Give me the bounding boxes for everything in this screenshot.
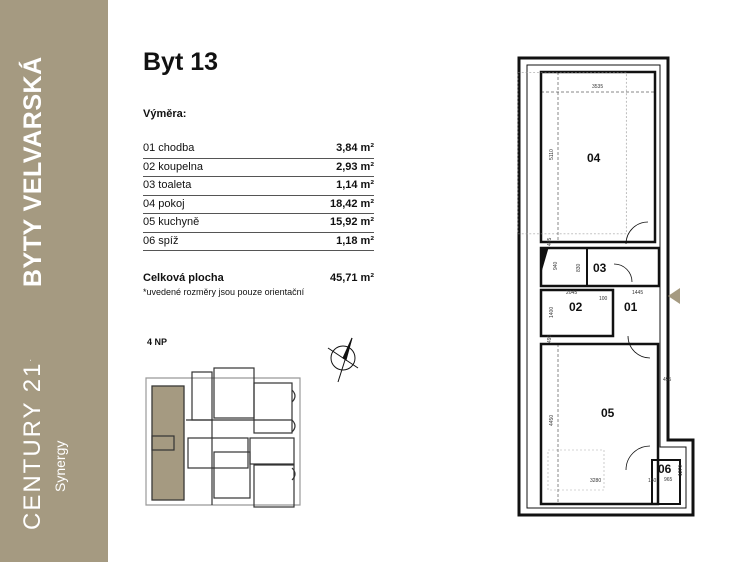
brand-subtitle: Synergy	[52, 440, 68, 492]
brand-mark: .	[23, 356, 33, 362]
room-area: 15,92 m²	[329, 216, 374, 228]
brand-name: CENTURY 21	[19, 361, 46, 530]
room-id-03: 03	[593, 261, 607, 275]
dimension-label: 495	[663, 377, 672, 383]
room-id-01: 01	[624, 300, 638, 314]
dimension-label: 940	[553, 261, 559, 270]
dimension-label: 495	[547, 334, 553, 343]
page-title: Byt 13	[143, 48, 219, 76]
room-id-02: 02	[569, 300, 583, 314]
room-id-05: 05	[601, 406, 615, 420]
dimension-label: 1400	[549, 306, 555, 318]
dimension-label: 445	[547, 237, 553, 246]
room-area: 1,18 m²	[336, 234, 374, 247]
dimension-label: 5110	[549, 149, 555, 160]
room-label: 05 kuchyně	[143, 216, 200, 228]
room-label: 06 spíž	[143, 234, 179, 247]
room-label: 03 toaleta	[143, 179, 192, 191]
room-area: 3,84 m²	[336, 142, 374, 154]
room-area: 1,14 m²	[336, 179, 374, 191]
total-value: 45,71 m²	[329, 272, 374, 284]
dimension-label: 3280	[590, 478, 602, 484]
area-heading: Výměra:	[143, 108, 187, 120]
room-area: 18,42 m²	[329, 197, 374, 210]
dimension-label: 100	[599, 296, 608, 302]
dimension-label: 1270	[678, 464, 684, 476]
room-label: 01 chodba	[143, 142, 195, 154]
dimension-label: 830	[576, 263, 582, 272]
dimension-label: 2045	[566, 290, 578, 296]
room-area: 2,93 m²	[336, 160, 374, 173]
building-key-plan	[146, 368, 300, 507]
dimension-label: 1445	[632, 290, 644, 296]
room-id-04: 04	[587, 151, 601, 165]
dimension-label: 150	[648, 478, 657, 484]
floor-label: 4 NP	[147, 337, 168, 347]
dimensions-note: *uvedené rozměry jsou pouze orientační	[143, 287, 305, 297]
unit-floor-plan	[518, 58, 693, 515]
dimension-label: 4450	[549, 414, 555, 426]
room-label: 04 pokoj	[143, 197, 185, 210]
dimension-label: 3535	[592, 84, 604, 90]
total-label: Celková plocha	[143, 272, 224, 284]
room-label: 02 koupelna	[143, 160, 203, 173]
room-id-06: 06	[658, 462, 672, 476]
compass-icon	[328, 338, 358, 382]
project-name: BYTY VELVARSKÁ	[19, 56, 47, 287]
dimension-label: 965	[664, 477, 673, 483]
